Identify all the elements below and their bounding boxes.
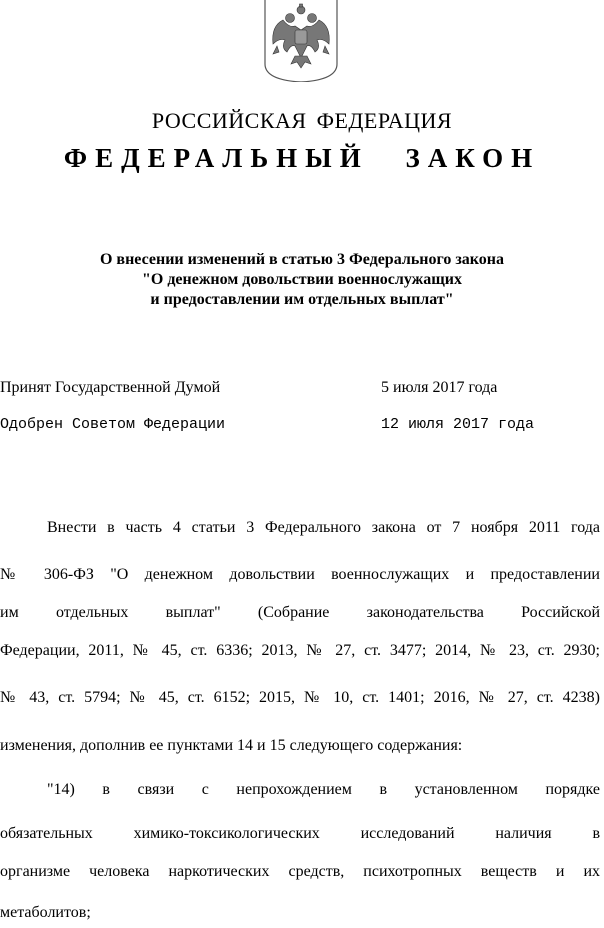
body-line: организме человека наркотических средств, психотропных веществ и их bbox=[0, 863, 600, 880]
adopted-by-duma-date: 5 июля 2017 года bbox=[381, 379, 498, 396]
adopted-by-duma-label: Принят Государственной Думой bbox=[0, 379, 221, 396]
body-line: им отдельных выплат" (Собрание законодательства Российской bbox=[0, 604, 600, 621]
body-line: изменения, дополнив ее пунктами 14 и 15 следующего содержания: bbox=[0, 737, 463, 754]
body-line: "14) в связи с непрохождением в установленном порядке bbox=[47, 781, 600, 798]
law-type: ФЕДЕРАЛЬНЫЙ ЗАКОН bbox=[63, 143, 541, 173]
body-line: Федерации, 2011, № 45, ст. 6336; 2013, № 27, ст. 3477; 2014, № 23, ст. 2930; bbox=[0, 642, 600, 659]
body-line: метаболитов; bbox=[0, 904, 91, 921]
law-title-line: "О денежном довольствии военнослужащих bbox=[141, 271, 462, 288]
body-line: № 43, ст. 5794; № 45, ст. 6152; 2015, № 10, ст. 1401; 2016, № 27, ст. 4238) bbox=[0, 689, 600, 706]
approved-by-council-date: 12 июля 2017 года bbox=[381, 416, 535, 433]
body-line: обязательных химико-токсикологических исследований наличия в bbox=[0, 825, 600, 842]
coat-of-arms bbox=[261, 0, 341, 82]
law-title-line: О внесении изменений в статью 3 Федерального закона bbox=[99, 251, 505, 268]
body-line: Внести в часть 4 статьи 3 Федерального закона от 7 ноября 2011 года bbox=[47, 519, 600, 536]
double-headed-eagle-icon bbox=[261, 0, 341, 82]
body-line: № 306-ФЗ "О денежном довольствии военнослужащих и предоставлении bbox=[0, 566, 600, 583]
approved-by-council-label: Одобрен Советом Федерации bbox=[0, 416, 226, 433]
country-name: РОССИЙСКАЯ ФЕДЕРАЦИЯ bbox=[151, 108, 453, 133]
law-title bbox=[0, 250, 604, 310]
law-title-line: и предоставлении им отдельных выплат" bbox=[150, 291, 454, 308]
